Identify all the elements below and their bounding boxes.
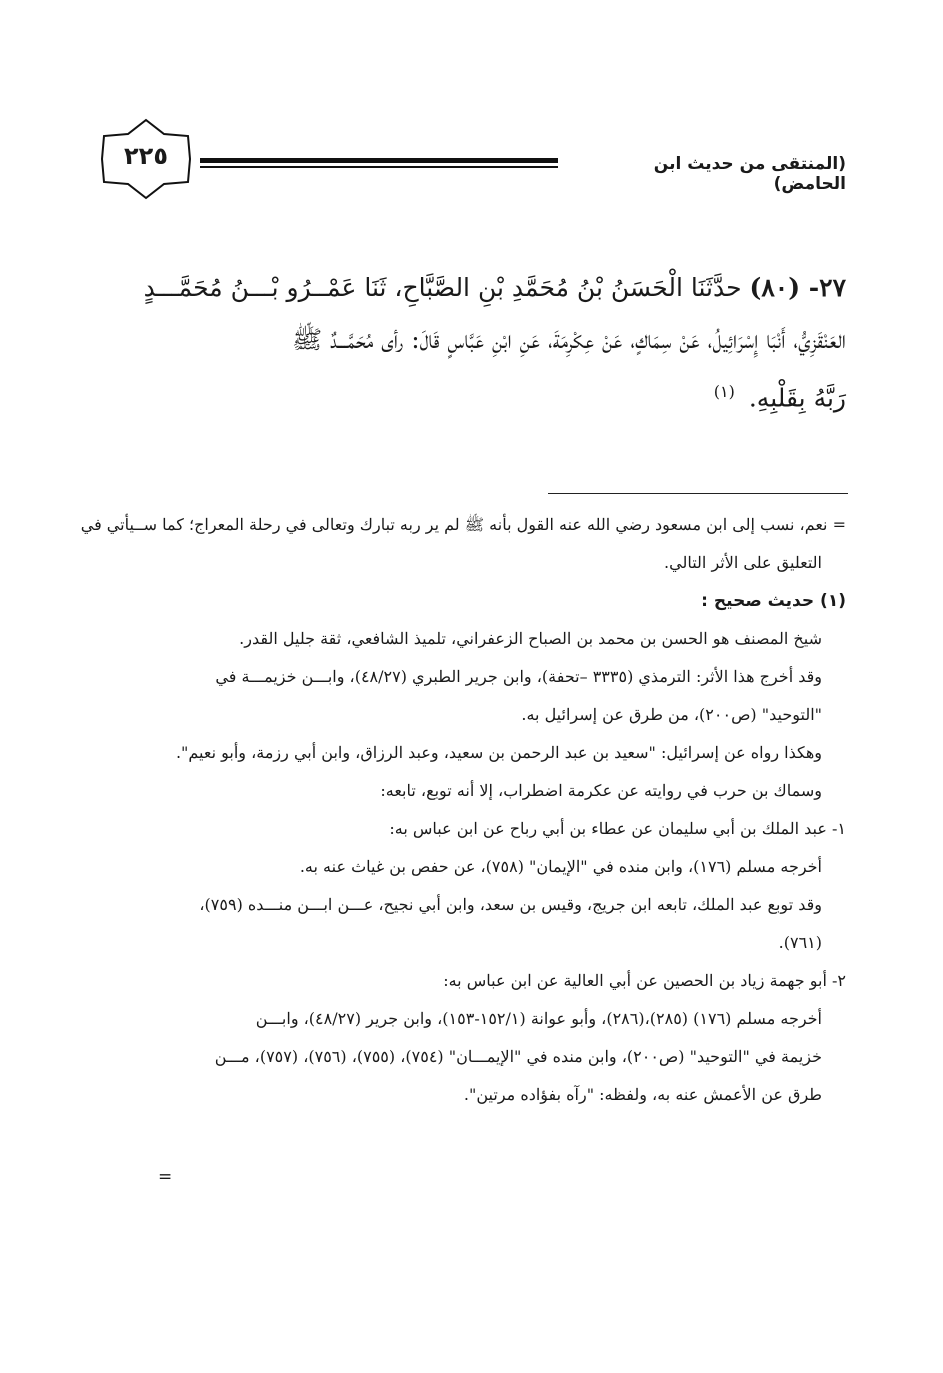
footnote-paragraph: شيخ المصنف هو الحسن بن محمد بن الصباح الزعفراني، تلميذ الشافعي، ثقة جليل القدر. (239, 629, 822, 648)
continuation-mark: = (158, 1167, 173, 1187)
footnote-paragraph: "التوحيد" (ص٢٠٠)، من طرق عن إسرائيل به. (521, 705, 822, 724)
hadith-line-1-text: حدَّثَنَا الْحَسَنُ بْنُ مُحَمَّدِ بْنِ الصَّبَّاحِ، ثَنَا عَمْــرُو بْـــنُ مُحَمَّـــدٍ (143, 273, 742, 302)
hadith-text (96, 262, 846, 424)
header-divider (200, 158, 558, 170)
hadith-line-3 (96, 366, 846, 424)
footnote-heading: (١) حديث صحيح : (701, 591, 846, 611)
footnotes (80, 506, 846, 1114)
footnote-reference: (١) (713, 382, 735, 401)
footnote-continuation-line: التعليق على الأثر التالي. (664, 553, 822, 572)
footnote-paragraph: وهكذا رواه عن إسرائيل: "سعيد بن عبد الرحمن بن سعيد، وعبد الرزاق، وابن أبي رزمة، وأبو نعيم". (175, 743, 822, 762)
hadith-number: ٢٧- (٨٠) (749, 273, 846, 302)
header-divider-thin (200, 166, 558, 168)
footnote-continuation-line: = نعم، نسب إلى ابن مسعود رضي الله عنه القول بأنه ﷺ لم ير ربه تبارك وتعالى في رحلة المعراج؛ كما ســيأتي في (80, 515, 846, 534)
footnote-paragraph: أخرجه مسلم (١٧٦)، وابن منده في "الإيمان" (٧٥٨)، عن حفص بن غياث عنه به. (299, 857, 822, 876)
footnote-paragraph: وقد أخرج هذا الأثر: الترمذي (٣٣٣٥ –تحفة)، وابن جرير الطبري (٤٨/٢٧)، وابـــن خزيمـــة في (215, 667, 822, 686)
page-number: ٢٢٥ (124, 142, 168, 170)
footnote-paragraph: أخرجه مسلم (١٧٦) (٢٨٥)،(٢٨٦)، وأبو عوانة (١٥٢/١-١٥٣)، وابن جرير (٤٨/٢٧)، وابـــن (255, 1009, 822, 1028)
hadith-line-1 (96, 262, 846, 314)
book-title: (المنتقى من حديث ابن الحامض) (653, 154, 846, 194)
footnote-paragraph: وسماك بن حرب في روايته عن عكرمة اضطراب، إلا أنه توبع، تابعه: (380, 781, 822, 800)
footnote-paragraph: خزيمة في "التوحيد" (ص٢٠٠)، وابن منده في "الإيمـــان" (٧٥٤)، (٧٥٥)، (٧٥٦)، (٧٥٧)، مـــن (214, 1047, 822, 1066)
footnote-paragraph: طرق عن الأعمش عنه به، ولفظه: "رآه بفؤاده مرتين". (463, 1085, 822, 1104)
footnote-paragraph: (٧٦١). (778, 933, 822, 952)
header-divider-thick (200, 158, 558, 163)
page-number-badge (98, 118, 194, 200)
footnote-paragraph: وقد توبع عبد الملك، تابعه ابن جريج، وقيس بن سعد، وابن أبي نجيح، عـــن ابـــن منـــده (٧٥٩)، (199, 895, 822, 914)
footnote-list-item: ٢- أبو جهمة زياد بن الحصين عن أبي العالية عن ابن عباس به: (443, 971, 846, 990)
hadith-line-3-text: رَبَّهُ بِقَلْبِهِ. (748, 383, 846, 413)
footnote-list-item: ١- عبد الملك بن أبي سليمان عن عطاء بن أبي رباح عن ابن عباس به: (389, 819, 846, 838)
footnote-separator (548, 493, 848, 494)
hadith-line-2: العَنْقَزِيُّ، أَنْبَا إِسْرَائِيلُ، عَنْ سِمَاكٍ، عَنْ عِكْرِمَةَ، عَنِ ابْنِ عَبَّاسٍ قَالَ: رأى مُحَمَّـــدٌ ﷺ (292, 325, 846, 354)
